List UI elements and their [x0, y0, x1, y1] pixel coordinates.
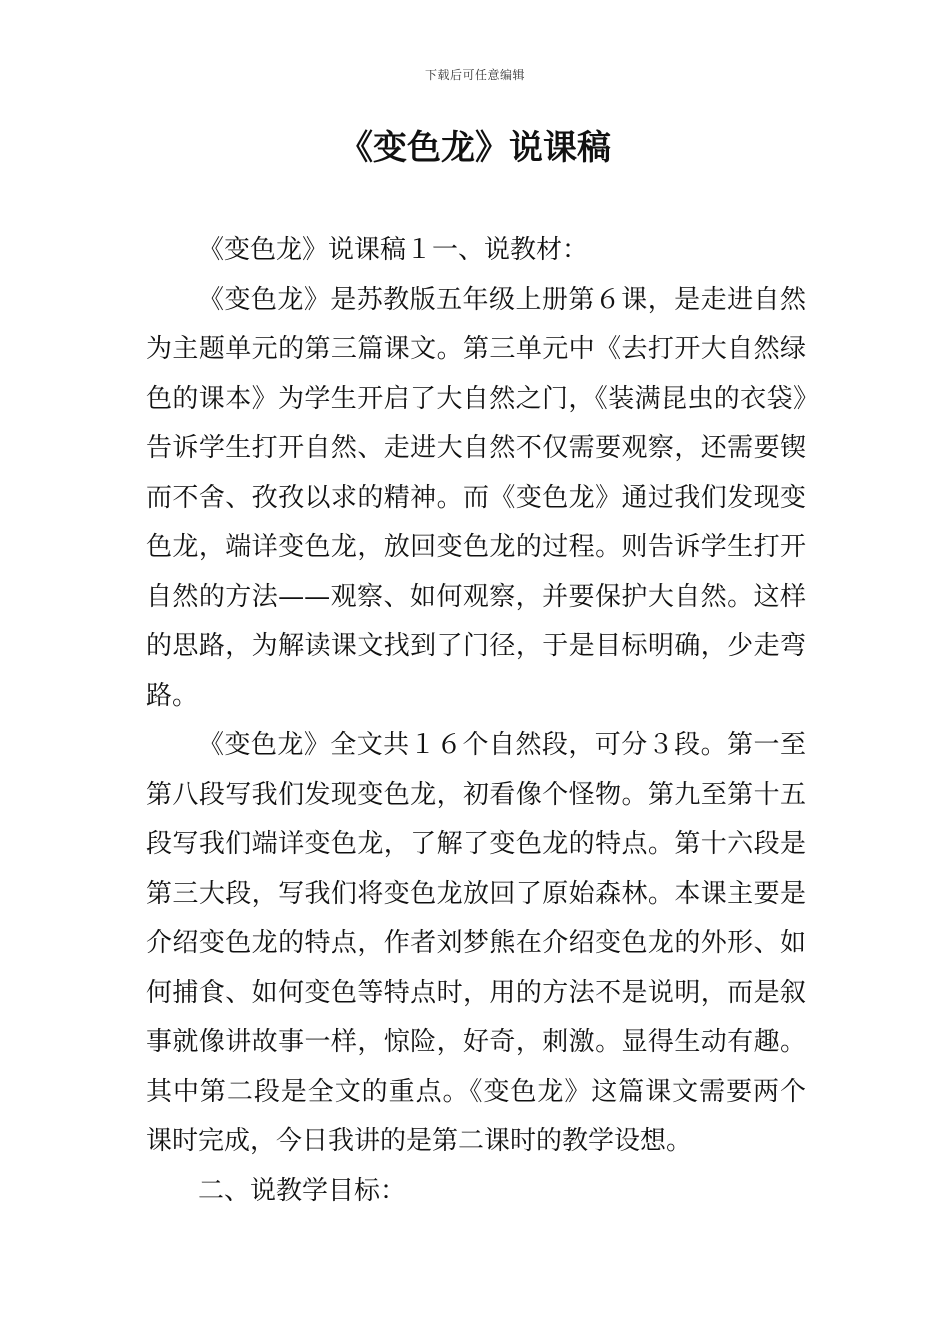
- paragraph-intro: 《变色龙》说课稿１一、说教材：: [198, 235, 589, 265]
- page-header-note: 下载后可任意编辑: [424, 68, 525, 82]
- paragraph-text-structure: 《变色龙》全文共１６个自然段，可分３段。第一至第八段写我们发现变色龙，初看像个怪物。第九至第十五段写我们端详变色龙，了解了变色龙的特点。第十六段是第三大段，写我们将变色龙放回了原始森林。本课主要是介绍变色龙的特点，作者刘梦熊在介绍变色龙的外形、如何捕食、如何变色等特点时，用的方法不是说明，而是叙事就像讲故事一样，惊险，好奇，刺激。显得生动有趣。其中第二段是全文的重点。《变色龙》这篇课文需要两个课时完成，今日我讲的是第二课时的教学设想。: [146, 730, 806, 1156]
- paragraph-teaching-goals-heading: 二、说教学目标：: [198, 1175, 407, 1206]
- document-title: 《变色龙》说课稿: [339, 128, 611, 168]
- document-body: [146, 226, 806, 1216]
- paragraph-textbook-overview: 《变色龙》是苏教版五年级上册第６课，是走进自然为主题单元的第三篇课文。第三单元中《去打开大自然绿色的课本》为学生开启了大自然之门，《装满昆虫的衣袋》告诉学生打开自然、走进大自然不仅需要观察，还需要锲而不舍、孜孜以求的精神。而《变色龙》通过我们发现变色龙，端详变色龙，放回变色龙的过程。则告诉学生打开自然的方法——观察、如何观察，并要保护大自然。这样的思路，为解读课文找到了门径，于是目标明确，少走弯路。: [146, 284, 806, 711]
